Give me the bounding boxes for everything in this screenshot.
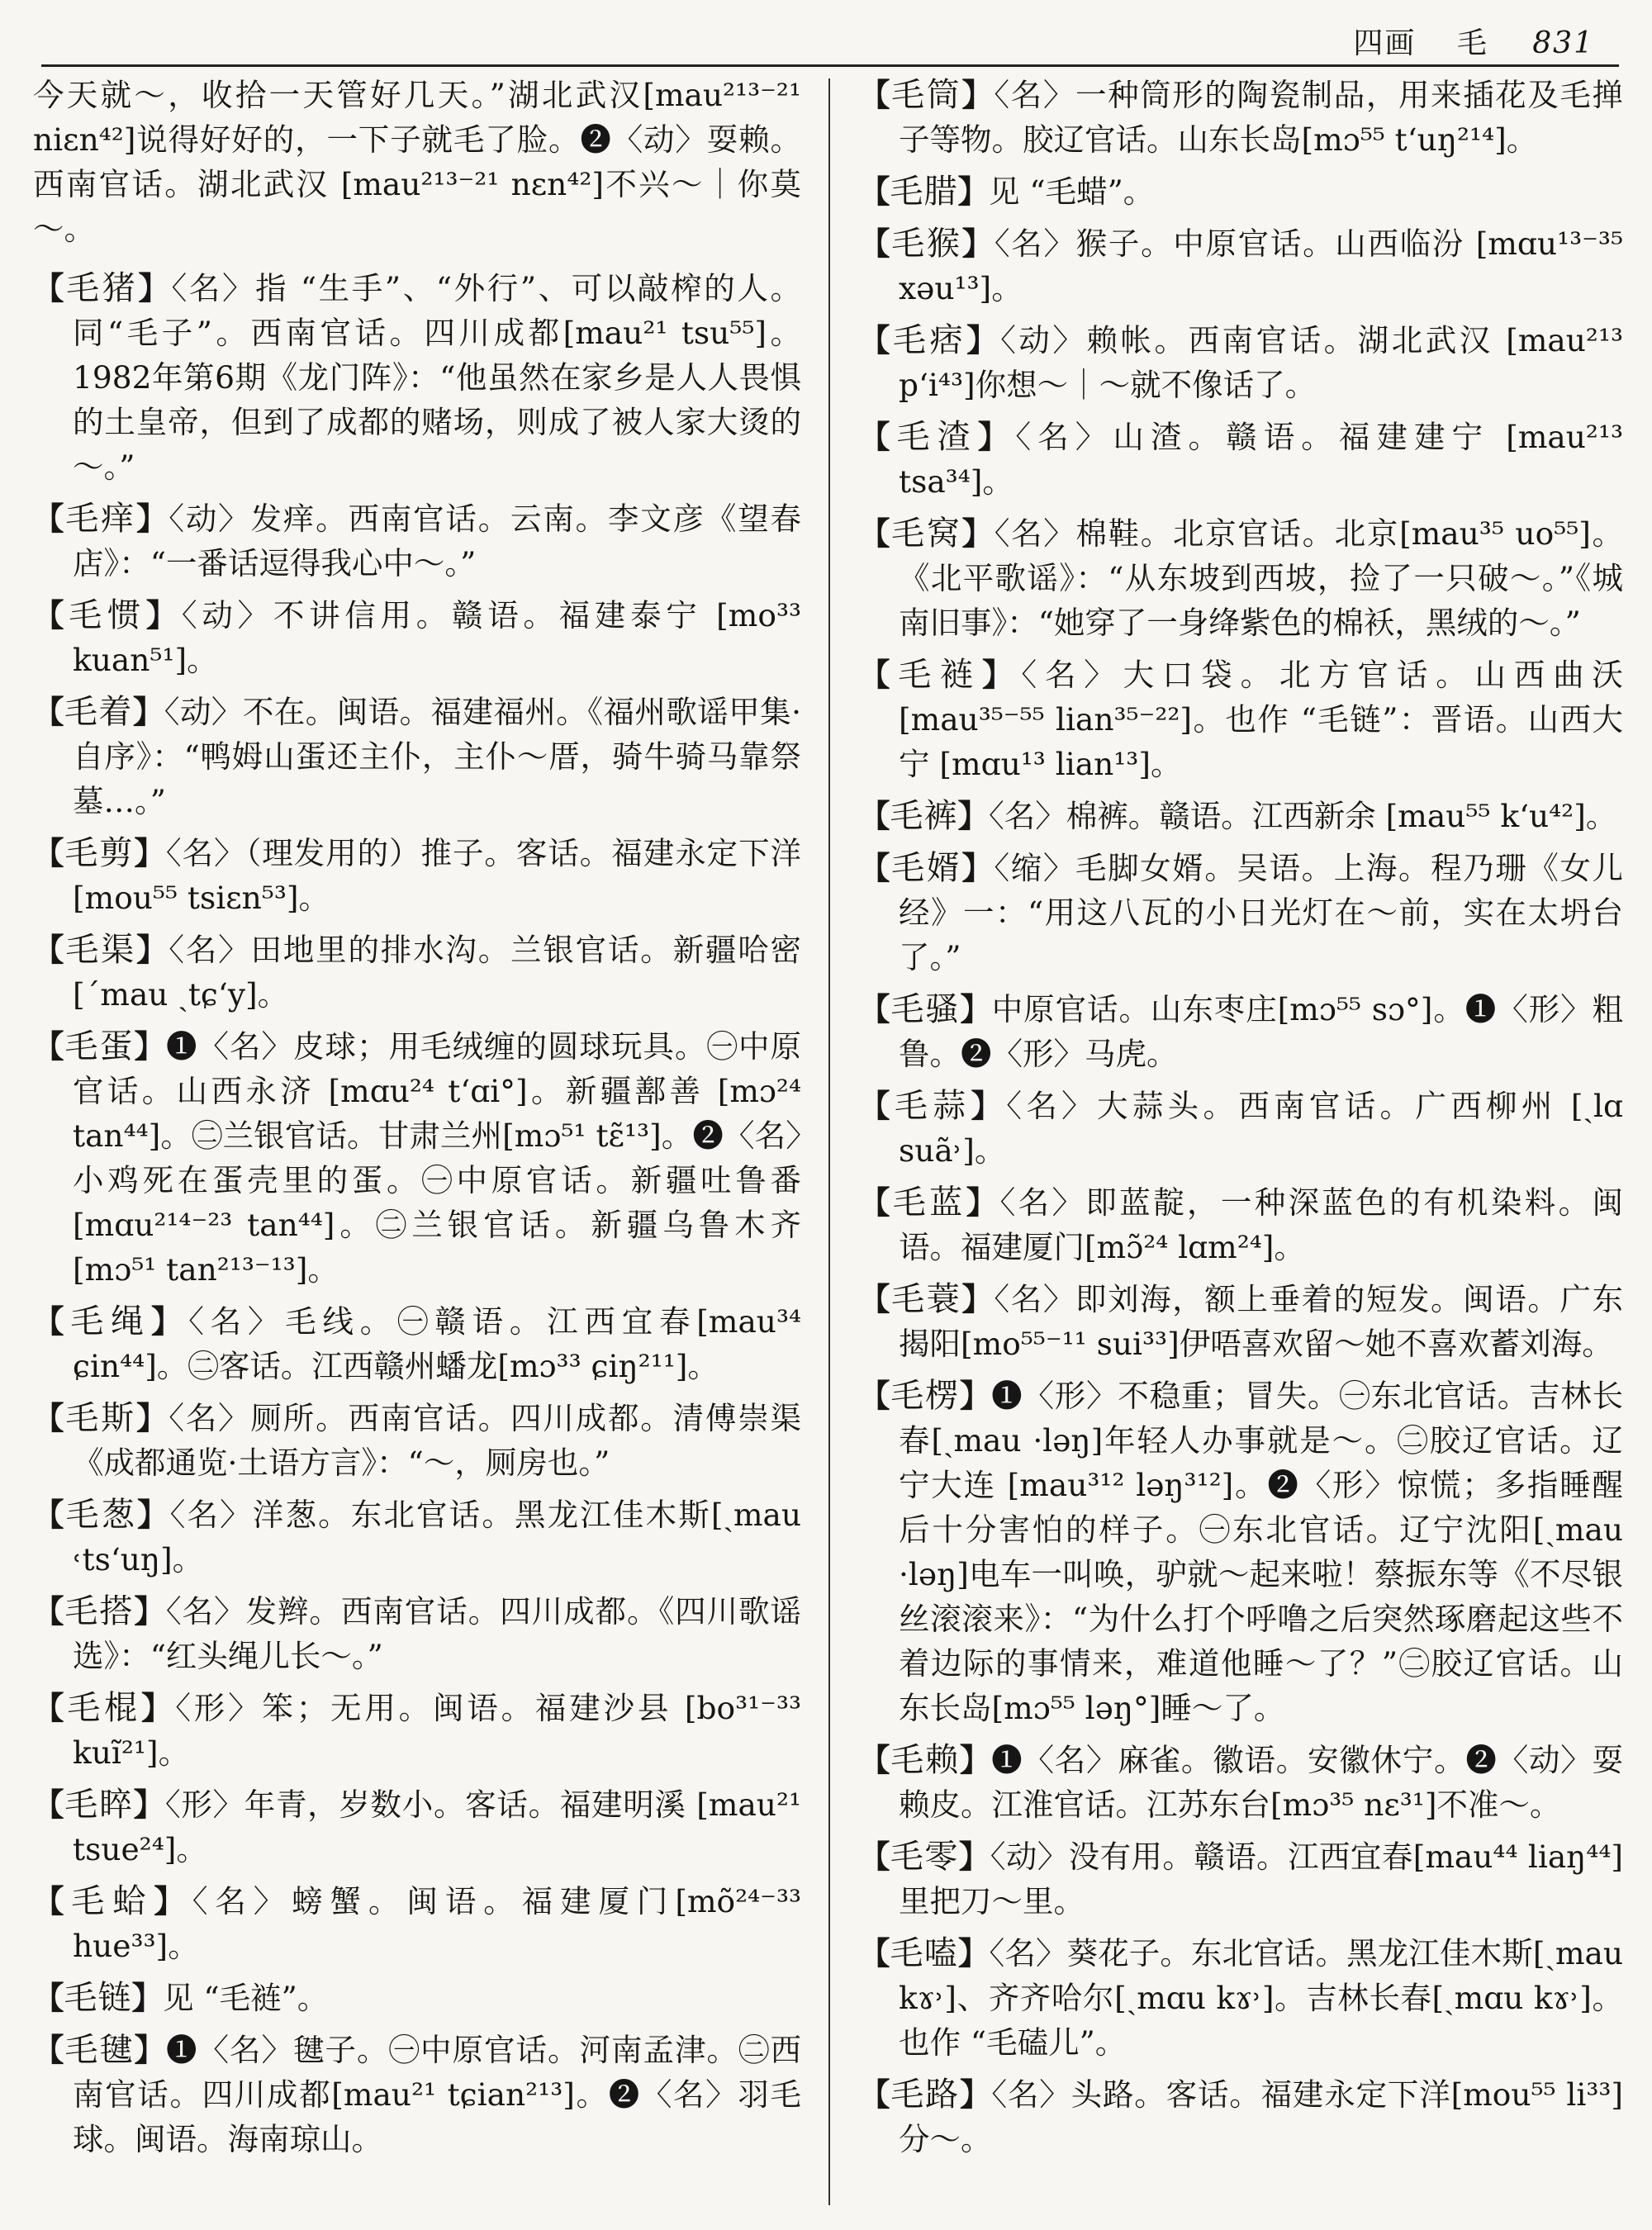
entry-definition: 〈形〉年青，岁数小。客话。福建明溪 [mau²¹ tsue²⁴]。 bbox=[73, 1786, 801, 1867]
section-label: 四画 bbox=[1353, 26, 1417, 60]
entry-headword: 毛葱 bbox=[65, 1496, 137, 1534]
headword-bracket-open: 【 bbox=[33, 1883, 72, 1919]
headword-bracket-close: 】 bbox=[145, 597, 182, 633]
headword-bracket-close: 】 bbox=[961, 225, 995, 262]
right-column bbox=[859, 73, 1623, 2213]
dictionary-entry bbox=[859, 1180, 1623, 1269]
dictionary-entry bbox=[859, 1834, 1623, 1924]
entry-definition: 〈动〉赖帐。西南官话。湖北武汉 [mau²¹³ pʻi⁴³]你想～｜～就不像话了。 bbox=[899, 322, 1623, 403]
entry-definition: 见 “毛裢”。 bbox=[163, 1980, 329, 2016]
entry-headword: 毛痒 bbox=[65, 500, 136, 538]
entry-definition: 〈名〉指 “生手”、“外行”、可以敲榨的人。同“毛子”。西南官话。四川成都[mau²¹ tsu⁵⁵]。1982年第6期《龙门阵》：“他虽然在家乡是人人畏惧的土皇帝，但到了成都的赌场，则成了被人家大烫的～。” bbox=[73, 270, 801, 485]
entry-headword: 毛渠 bbox=[65, 931, 136, 969]
headword-bracket-open: 【 bbox=[33, 1497, 66, 1533]
dictionary-entry bbox=[859, 511, 1623, 645]
entry-definition: 〈名〉田地里的排水沟。兰银官话。新疆哈密 [ˊmau ˏtɕʻy]。 bbox=[73, 932, 801, 1013]
entry-definition: 〈缩〉毛脚女婿。吴语。上海。程乃珊《女儿经》一：“用这八瓦的小日光灯在～前，实在太坍台了。” bbox=[899, 850, 1623, 975]
dictionary-entry bbox=[33, 1299, 801, 1388]
dictionary-entry bbox=[33, 1976, 801, 2020]
dictionary-entry bbox=[33, 1492, 801, 1582]
entry-definition: 〈名〉厕所。西南官话。四川成都。清傅崇渠《成都通览·土语方言》：“～，厕房也。” bbox=[73, 1400, 801, 1481]
dictionary-entry bbox=[33, 1879, 801, 1968]
entry-headword: 毛零 bbox=[890, 1838, 959, 1876]
running-head bbox=[1353, 20, 1594, 62]
headword-bracket-close: 】 bbox=[977, 419, 1016, 455]
headword-bracket-open: 【 bbox=[33, 1593, 65, 1630]
entry-headword: 毛赖 bbox=[890, 1741, 960, 1779]
entry-definition: ❶〈名〉皮球；用毛绒缠的圆球玩具。㊀中原官话。山西永济 [mɑu²⁴ tʻɑi°]。新疆鄯善 [mɔ²⁴ tan⁴⁴]。㊁兰银官话。甘肃兰州[mɔ⁵¹ tε̃¹³]。❷〈名〉小鸡死在蛋壳里的蛋。㊀中原官话。新疆吐鲁番 [mɑu²¹⁴⁻²³ tan⁴⁴]。㊁兰银官话。新疆乌鲁木齐 [mɔ⁵¹ tan²¹³⁻¹³]。 bbox=[73, 1028, 801, 1288]
headword-bracket-open: 【 bbox=[33, 1786, 65, 1823]
headword-bracket-open: 【 bbox=[859, 419, 897, 455]
dictionary-entry bbox=[33, 690, 801, 823]
entry-definition: 〈动〉发痒。西南官话。云南。李文彦《望春店》：“一番话逗得我心中～。” bbox=[73, 501, 801, 581]
dictionary-entry bbox=[859, 73, 1623, 162]
entry-definition: 〈名〉洋葱。东北官话。黑龙江佳木斯[ˏmau ˓tsʻuŋ]。 bbox=[73, 1497, 801, 1578]
headword-bracket-open: 【 bbox=[859, 1184, 893, 1221]
headword-bracket-close: 】 bbox=[135, 932, 169, 968]
dictionary-entry bbox=[33, 1024, 801, 1292]
entry-definition: 〈名〉猴子。中原官话。山西临汾 [mɑu¹³⁻³⁵ xəu¹³]。 bbox=[899, 225, 1623, 306]
entry-headword: 毛楞 bbox=[890, 1377, 960, 1415]
entry-headword: 毛睟 bbox=[64, 1786, 134, 1824]
headword-bracket-close: 】 bbox=[150, 1303, 189, 1340]
entry-headword: 毛剪 bbox=[64, 834, 135, 872]
entry-definition: 〈名〉发辫。西南官话。四川成都。《四川歌谣选》：“红头绳儿长～。” bbox=[73, 1593, 801, 1674]
entry-definition: 〈名〉山渣。赣语。福建建宁 [mau²¹³ tsa³⁴]。 bbox=[899, 419, 1623, 500]
entry-headword: 毛搭 bbox=[64, 1592, 135, 1630]
entry-headword: 毛骚 bbox=[890, 990, 961, 1028]
entry-headword: 毛蓑 bbox=[891, 1280, 962, 1318]
headword-bracket-open: 【 bbox=[33, 1028, 65, 1065]
entry-headword: 毛猴 bbox=[891, 225, 962, 263]
headword-bracket-close: 】 bbox=[136, 1497, 170, 1533]
dictionary-entry bbox=[33, 1396, 801, 1485]
entry-definition: 〈名〉大口袋。北方官话。山西曲沃 [mau³⁵⁻⁵⁵ lian³⁵⁻²²]。也作 “毛链”：晋语。山西大宁 [mɑu¹³ lian¹³]。 bbox=[899, 657, 1623, 782]
dictionary-entry bbox=[33, 928, 801, 1017]
headword-bracket-close: 】 bbox=[133, 1786, 165, 1823]
headword-bracket-open: 【 bbox=[859, 515, 892, 552]
headword-bracket-close: 】 bbox=[134, 1593, 166, 1630]
dictionary-entry bbox=[859, 169, 1623, 214]
entry-definition: 〈名〉即蓝靛，一种深蓝色的有机染料。闽语。福建厦门[mɔ̃²⁴ lɑm²⁴]。 bbox=[899, 1184, 1623, 1265]
dictionary-entry bbox=[859, 1277, 1623, 1366]
page-header bbox=[41, 15, 1619, 67]
headword-bracket-open: 【 bbox=[33, 2032, 65, 2068]
headword-bracket-close: 】 bbox=[959, 1378, 992, 1414]
dictionary-entry bbox=[33, 2028, 801, 2161]
entry-headword: 毛腊 bbox=[890, 173, 958, 211]
entry-definition: 〈名〉棉裤。赣语。江西新余 [mau⁵⁵ kʻu⁴²]。 bbox=[989, 798, 1617, 834]
headword-bracket-open: 【 bbox=[33, 1303, 71, 1340]
left-column bbox=[33, 73, 801, 2213]
headword-bracket-close: 】 bbox=[135, 501, 169, 537]
headword-bracket-open: 【 bbox=[33, 1980, 64, 2016]
entry-headword: 毛渣 bbox=[896, 418, 978, 456]
dictionary-entry bbox=[859, 987, 1623, 1076]
headword-bracket-close: 】 bbox=[982, 657, 1022, 693]
headword-bracket-close: 】 bbox=[958, 1839, 990, 1875]
dictionary-entry bbox=[859, 794, 1623, 838]
headword-bracket-close: 】 bbox=[966, 322, 1001, 358]
dictionary-entry bbox=[859, 2072, 1623, 2161]
headword-bracket-close: 】 bbox=[971, 1088, 1007, 1124]
entry-definition: ❶〈名〉麻雀。徽语。安徽休宁。❷〈动〉耍赖皮。江淮官话。江苏东台[mɔ³⁵ nε³¹]不准～。 bbox=[899, 1742, 1623, 1823]
headword-bracket-close: 】 bbox=[957, 173, 989, 210]
headword-bracket-open: 【 bbox=[859, 1935, 890, 1971]
entry-headword: 毛蒜 bbox=[894, 1087, 971, 1125]
headword-bracket-close: 】 bbox=[960, 2076, 992, 2113]
headword-bracket-close: 】 bbox=[140, 1690, 176, 1726]
entry-headword: 毛链 bbox=[64, 1979, 132, 2017]
dictionary-entry bbox=[33, 73, 801, 251]
headword-bracket-open: 【 bbox=[33, 597, 69, 633]
headword-bracket-open: 【 bbox=[859, 1839, 890, 1875]
headword-bracket-close: 】 bbox=[961, 850, 995, 886]
entry-headword: 毛着 bbox=[64, 693, 133, 731]
headword-bracket-open: 【 bbox=[859, 2076, 891, 2113]
headword-bracket-close: 】 bbox=[135, 1400, 169, 1436]
entry-definition: 〈名〉大蒜头。西南官话。广西柳州 [ˏlɑ suã˒]。 bbox=[899, 1088, 1623, 1169]
headword-bracket-open: 【 bbox=[33, 1690, 68, 1726]
entry-headword: 毛痞 bbox=[893, 321, 967, 359]
headword-bracket-close: 】 bbox=[154, 1883, 192, 1919]
dictionary-entry bbox=[859, 318, 1623, 407]
headword-bracket-open: 【 bbox=[33, 932, 66, 968]
entry-headword: 毛裢 bbox=[898, 656, 983, 694]
headword-bracket-open: 【 bbox=[859, 322, 894, 358]
dictionary-entry bbox=[859, 1738, 1623, 1827]
headword-bracket-close: 】 bbox=[957, 798, 989, 834]
page-number: 831 bbox=[1532, 26, 1594, 60]
entry-definition: 〈名〉葵花子。东北官话。黑龙江佳木斯[ˏmau kɤ˒]、齐齐哈尔[ˏmɑu kɤ˒]。吉林长春[ˏmɑu kɤ˒]。也作 “毛磕儿”。 bbox=[899, 1935, 1623, 2061]
entry-headword: 毛蛤 bbox=[71, 1882, 154, 1920]
headword-bracket-open: 【 bbox=[33, 835, 65, 871]
entry-headword: 毛斯 bbox=[65, 1399, 136, 1437]
entry-definition: 〈名〉头路。客话。福建永定下洋[mou⁵⁵ li³³]分～。 bbox=[899, 2076, 1623, 2157]
dictionary-entry bbox=[33, 1782, 801, 1872]
entry-headword: 毛毽 bbox=[64, 2031, 135, 2069]
dictionary-entry bbox=[859, 1084, 1623, 1173]
entry-definition: 〈名〉毛线。㊀赣语。江西宜春[mau³⁴ ɕin⁴⁴]。㊁客话。江西赣州蟠龙[mɔ³³ ɕiŋ²¹¹]。 bbox=[73, 1303, 801, 1384]
entry-headword: 毛窝 bbox=[891, 515, 962, 553]
dictionary-entry bbox=[33, 496, 801, 586]
entry-definition: 〈名〉螃蟹。闽语。福建厦门[mõ²⁴⁻³³ hue³³]。 bbox=[73, 1883, 801, 1964]
headword-bracket-open: 【 bbox=[859, 225, 892, 262]
entry-headword: 毛裤 bbox=[890, 797, 958, 835]
headword-bracket-close: 】 bbox=[134, 835, 166, 871]
dictionary-entry bbox=[33, 1686, 801, 1775]
entry-definition: 〈名〉一种筒形的陶瓷制品，用来插花及毛掸子等物。胶辽官话。山东长岛[mɔ⁵⁵ tʻuŋ²¹⁴]。 bbox=[899, 77, 1623, 158]
dictionary-entry bbox=[33, 831, 801, 920]
dictionary-entry bbox=[33, 1589, 801, 1678]
entry-definition: 〈动〉没有用。赣语。江西宜春[mau⁴⁴ liaŋ⁴⁴]里把刀～里。 bbox=[899, 1839, 1623, 1919]
dictionary-entry bbox=[33, 266, 801, 489]
headword-bracket-open: 【 bbox=[33, 694, 64, 730]
entry-headword: 毛蓝 bbox=[892, 1184, 966, 1222]
entry-definition: ❶〈名〉毽子。㊀中原官话。河南孟津。㊁西南官话。四川成都[mau²¹ tɕian²¹³]。❷〈名〉羽毛球。闽语。海南琼山。 bbox=[73, 2032, 801, 2157]
headword-bracket-close: 】 bbox=[961, 1281, 995, 1317]
headword-bracket-open: 【 bbox=[859, 991, 891, 1027]
entry-definition: 〈动〉不在。闽语。福建福州。《福州歌谣甲集·自序》：“鸭姆山蛋还主仆，主仆～厝，骑牛骑马靠祭墓…。” bbox=[73, 694, 801, 819]
entry-headword: 毛绳 bbox=[70, 1302, 151, 1340]
dictionary-entry bbox=[859, 652, 1623, 786]
column-divider bbox=[828, 78, 830, 2205]
headword-bracket-open: 【 bbox=[859, 1742, 891, 1778]
headword-bracket-open: 【 bbox=[859, 850, 892, 886]
headword-bracket-open: 【 bbox=[859, 1088, 895, 1124]
entry-headword: 毛猪 bbox=[66, 269, 139, 307]
headword-bracket-close: 】 bbox=[957, 1935, 990, 1971]
head-character: 毛 bbox=[1456, 26, 1488, 60]
headword-bracket-close: 】 bbox=[961, 515, 995, 552]
entry-headword: 毛惯 bbox=[69, 596, 146, 634]
dictionary-entry bbox=[859, 1931, 1623, 2065]
entry-headword: 毛路 bbox=[890, 2076, 961, 2114]
entry-headword: 毛蛋 bbox=[64, 1027, 135, 1065]
headword-bracket-open: 【 bbox=[859, 77, 892, 113]
entry-headword: 毛婿 bbox=[891, 849, 962, 887]
entry-headword: 毛嗑 bbox=[890, 1934, 958, 1972]
entry-definition: 〈动〉不讲信用。赣语。福建泰宁 [mo³³ kuan⁵¹]。 bbox=[73, 597, 801, 678]
headword-bracket-open: 【 bbox=[859, 1378, 891, 1414]
dictionary-entry bbox=[859, 1374, 1623, 1730]
headword-bracket-open: 【 bbox=[859, 798, 890, 834]
entry-definition: ❶〈形〉不稳重；冒失。㊀东北官话。吉林长春[ˏmau ·ləŋ]年轻人办事就是～。㊁胶辽官话。辽宁大连 [mau³¹² ləŋ³¹²]。❷〈形〉惊慌；多指睡醒后十分害怕的样子。㊀东北官话。辽宁沈阳[ˏmau ·ləŋ]电车一叫唤，驴就～起来啦！蔡振东等《不尽银丝滚滚来》：“为什么打个呼噜之后突然琢磨起这些不着边际的事情来，难道他睡～了？”㊁胶辽官话。山东长岛[mɔ⁵⁵ ləŋ°]睡～了。 bbox=[899, 1378, 1623, 1726]
dictionary-entry bbox=[859, 846, 1623, 980]
headword-bracket-close: 】 bbox=[960, 991, 992, 1027]
entry-definition: 今天就～，收拾一天管好几天。”湖北武汉[mau²¹³⁻²¹ niεn⁴²]说得好好的，一下子就毛了脸。❷〈动〉耍赖。西南官话。湖北武汉 [mau²¹³⁻²¹ nεn⁴²]不兴～｜你莫～。 bbox=[33, 77, 801, 247]
entry-headword: 毛筒 bbox=[891, 76, 962, 114]
headword-bracket-close: 】 bbox=[134, 2032, 166, 2068]
dictionary-entry bbox=[33, 593, 801, 682]
entry-definition: 〈名〉即刘海，额上垂着的短发。闽语。广东揭阳[mo⁵⁵⁻¹¹ sui³³]伊唔喜欢留～她不喜欢蓄刘海。 bbox=[899, 1281, 1623, 1362]
entry-definition: 〈形〉笨；无用。闽语。福建沙县 [bo³¹⁻³³ kuĩ²¹]。 bbox=[73, 1690, 801, 1771]
headword-bracket-close: 】 bbox=[961, 77, 995, 113]
headword-bracket-open: 【 bbox=[859, 1281, 892, 1317]
headword-bracket-close: 】 bbox=[134, 1028, 166, 1065]
headword-bracket-close: 】 bbox=[966, 1184, 1000, 1221]
headword-bracket-open: 【 bbox=[33, 501, 66, 537]
entry-definition: 〈名〉棉鞋。北京官话。北京[mau³⁵ uo⁵⁵]。《北平歌谣》：“从东坡到西坡，捡了一只破～。”《城南旧事》：“她穿了一身绛紫色的棉袄，黑绒的～。” bbox=[899, 515, 1623, 641]
headword-bracket-open: 【 bbox=[859, 657, 899, 693]
headword-bracket-close: 】 bbox=[138, 270, 172, 306]
entry-definition: 中原官话。山东枣庄[mɔ⁵⁵ sɔ°]。❶〈形〉粗鲁。❷〈形〉马虎。 bbox=[899, 991, 1623, 1072]
entry-definition: 见 “毛蜡”。 bbox=[989, 173, 1155, 210]
headword-bracket-open: 【 bbox=[33, 270, 67, 306]
headword-bracket-open: 【 bbox=[33, 1400, 66, 1436]
entry-headword: 毛棍 bbox=[67, 1689, 141, 1727]
entry-definition: 〈名〉（理发用的）推子。客话。福建永定下洋 [mou⁵⁵ tsiεn⁵³]。 bbox=[73, 835, 801, 916]
headword-bracket-close: 】 bbox=[132, 694, 164, 730]
dictionary-entry bbox=[859, 221, 1623, 311]
headword-bracket-close: 】 bbox=[131, 1980, 163, 2016]
dictionary-entry bbox=[859, 415, 1623, 504]
headword-bracket-open: 【 bbox=[859, 173, 890, 210]
headword-bracket-close: 】 bbox=[959, 1742, 992, 1778]
